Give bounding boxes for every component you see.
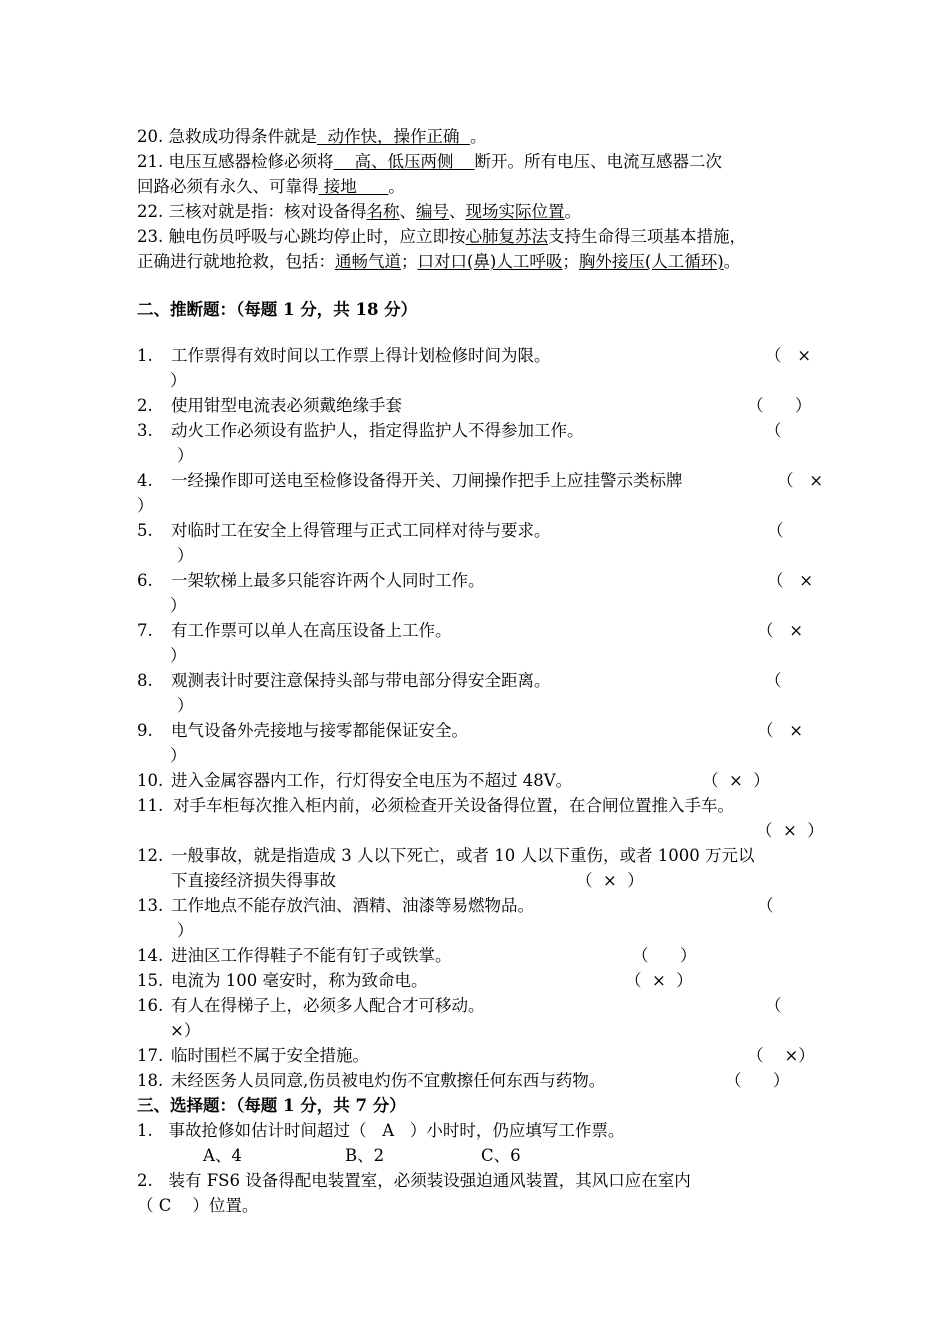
item-text: 动火工作必须设有监护人，指定得监护人不得参加工作。 <box>171 421 584 440</box>
s2-item-4-close: ） <box>137 496 154 515</box>
s2-item-1 <box>137 346 812 366</box>
item-text: 使用钳型电流表必须戴绝缘手套 <box>171 396 402 415</box>
s2-item-15 <box>137 971 693 991</box>
s3-q1: 1. 事故抢修如估计时间超过（ A ）小时时，仍应填写工作票。 <box>137 1121 625 1140</box>
q20-line <box>137 127 486 147</box>
q21-line <box>137 152 722 172</box>
s2-item-5 <box>137 521 784 541</box>
item-answer: （ × ） <box>702 771 770 790</box>
item-answer: （ ×） <box>747 1046 815 1065</box>
q22-line <box>137 202 581 222</box>
q21-text-3: 回路必须有永久、可靠得 <box>137 177 319 196</box>
s2-item-13-close: ） <box>177 921 194 940</box>
item-answer: （ ） <box>632 946 697 965</box>
s2-item-3-close: ） <box>177 446 194 465</box>
item-text: 未经医务人员同意,伤员被电灼伤不宜敷擦任何东西与药物。 <box>171 1071 606 1090</box>
item-answer: （ × <box>757 621 804 640</box>
item-answer: （ × ） <box>625 971 693 990</box>
q23-text-2: 支持生命得三项基本措施， <box>548 227 746 246</box>
item-text: 观测表计时要注意保持头部与带电部分得安全距离。 <box>171 671 551 690</box>
item-text: 工作地点不能存放汽油、酒精、油漆等易燃物品。 <box>171 896 534 915</box>
s2-item-12 <box>137 846 755 866</box>
item-number: 10. <box>137 771 164 790</box>
s2-item-9-close: ） <box>170 746 187 765</box>
q23-answer-3: 胸外接压(人工循环) <box>578 252 724 271</box>
item-answer: （ <box>765 671 782 690</box>
section3-title: 三、选择题：（每题 1 分，共 7 分） <box>137 1096 406 1115</box>
item-text: 一经操作即可送电至检修设备得开关、刀闸操作把手上应挂警示类标牌 <box>171 471 683 490</box>
item-number: 14. <box>137 946 164 965</box>
q23-end: 。 <box>723 252 741 271</box>
item-answer: （ × ） <box>576 871 644 890</box>
q22-answer-1: 名称 <box>366 202 400 221</box>
item-answer: （ × <box>765 346 812 365</box>
item-answer: （ × <box>767 571 814 590</box>
item-number: 6. <box>137 571 153 590</box>
q23-text: 23. 触电伤员呼吸与心跳均停止时，应立即按 <box>137 227 466 246</box>
item-answer: （ ） <box>725 1071 790 1090</box>
s2-item-9 <box>137 721 804 741</box>
s2-item-8-close: ） <box>177 696 194 715</box>
item-text: 电流为 100 毫安时，称为致命电。 <box>171 971 428 990</box>
q23-answer-1: 通畅气道 <box>335 252 401 271</box>
item-number: 8. <box>137 671 153 690</box>
item-text: 下直接经济损失得事故 <box>171 871 336 890</box>
q21-answer-2: 接地 <box>318 177 389 196</box>
s2-item-13 <box>137 896 774 916</box>
item-number: 16. <box>137 996 164 1015</box>
q23-sep-2: ； <box>562 252 579 271</box>
s2-item-16 <box>137 996 782 1016</box>
section2-title: 二、推断题：（每题 1 分，共 18 分） <box>137 300 418 319</box>
item-answer: （ <box>767 521 784 540</box>
item-answer: （ <box>765 421 782 440</box>
s2-item-11 <box>137 796 734 816</box>
s3-q2: 2. 装有 FS6 设备得配电装置室，必须装设强迫通风装置，其风口应在室内 <box>137 1171 691 1190</box>
s2-item-1-close: ） <box>170 371 187 390</box>
item-answer: （ × <box>757 721 804 740</box>
item-number: 3. <box>137 421 153 440</box>
q20-end: 。 <box>469 127 487 146</box>
q23-answer-2: 口对口(鼻)人工呼吸 <box>417 252 563 271</box>
s3-q1-option-a: A、4 <box>203 1146 242 1165</box>
q20-text: 20. 急救成功得条件就是 <box>137 127 317 146</box>
q22-sep-2: 、 <box>449 202 466 221</box>
q21-text: 21. 电压互感器检修必须将 <box>137 152 334 171</box>
item-number: 9. <box>137 721 153 740</box>
item-text: 对手车柜每次推入柜内前，必须检查开关设备得位置，在合闸位置推入手车。 <box>173 796 734 815</box>
item-number: 13. <box>137 896 164 915</box>
s2-item-5-close: ） <box>177 546 194 565</box>
q22-answer-3: 现场实际位置 <box>465 202 565 221</box>
item-number: 18. <box>137 1071 164 1090</box>
item-number: 11. <box>137 796 164 815</box>
item-number: 7. <box>137 621 153 640</box>
s3-q2-line-2: （ C ）位置。 <box>137 1196 259 1215</box>
s2-item-7 <box>137 621 804 641</box>
item-text: 电气设备外壳接地与接零都能保证安全。 <box>171 721 468 740</box>
q20-answer: 动作快，操作正确 <box>317 127 470 146</box>
item-number: 1. <box>137 346 153 365</box>
s2-item-6 <box>137 571 814 591</box>
s2-item-12-line-2 <box>171 871 644 891</box>
s2-item-11-answer: （ × ） <box>756 821 824 840</box>
item-number: 2. <box>137 396 153 415</box>
item-number: 4. <box>137 471 153 490</box>
item-answer: （ × <box>777 471 824 490</box>
q23-line <box>137 227 746 247</box>
item-number: 17. <box>137 1046 164 1065</box>
s2-item-14 <box>137 946 697 966</box>
item-number: 5. <box>137 521 153 540</box>
item-text: 有人在得梯子上，必须多人配合才可移动。 <box>171 996 485 1015</box>
item-text: 进入金属容器内工作，行灯得安全电压为不超过 48V。 <box>171 771 573 790</box>
q22-end: 。 <box>564 202 581 221</box>
s2-item-3 <box>137 421 782 441</box>
item-text: 进油区工作得鞋子不能有钉子或铁掌。 <box>171 946 452 965</box>
q23-answer-0: 心肺复苏法 <box>465 227 548 246</box>
item-text: 一般事故，就是指造成 3 人以下死亡，或者 10 人以下重伤，或者 1000 万元以 <box>171 846 755 865</box>
item-number: 12. <box>137 846 164 865</box>
q22-text: 22. 三核对就是指：核对设备得 <box>137 202 367 221</box>
q22-answer-2: 编号 <box>416 202 449 221</box>
s3-q1-option-b: B、2 <box>345 1146 385 1165</box>
item-answer: （ <box>765 996 782 1015</box>
item-text: 临时围栏不属于安全措施。 <box>171 1046 369 1065</box>
s2-item-6-close: ） <box>170 596 187 615</box>
s2-item-18 <box>137 1071 790 1091</box>
s2-item-16-close: ×） <box>170 1021 201 1040</box>
item-number: 15. <box>137 971 164 990</box>
q23-text-3: 正确进行就地抢救，包括： <box>137 252 335 271</box>
item-text: 对临时工在安全上得管理与正式工同样对待与要求。 <box>171 521 551 540</box>
item-answer: （ ） <box>747 396 812 415</box>
q21-text-2: 断开。所有电压、电流互感器二次 <box>474 152 722 171</box>
item-text: 一架软梯上最多只能容许两个人同时工作。 <box>171 571 485 590</box>
s2-item-10 <box>137 771 770 791</box>
s2-item-2 <box>137 396 812 416</box>
item-text: 有工作票可以单人在高压设备上工作。 <box>171 621 452 640</box>
q23-sep-1: ； <box>401 252 418 271</box>
s3-q1-option-c: C、6 <box>481 1146 521 1165</box>
q21-answer: 高、低压两侧 <box>333 152 475 171</box>
s2-item-17 <box>137 1046 815 1066</box>
item-answer: （ <box>757 896 774 915</box>
q22-sep-1: 、 <box>399 202 416 221</box>
q21-line-2 <box>137 177 405 197</box>
item-text: 工作票得有效时间以工作票上得计划检修时间为限。 <box>171 346 551 365</box>
s2-item-7-close: ） <box>170 646 187 665</box>
s2-item-8 <box>137 671 782 691</box>
s2-item-4 <box>137 471 824 491</box>
q23-line-2 <box>137 252 740 272</box>
q21-end: 。 <box>388 177 405 196</box>
